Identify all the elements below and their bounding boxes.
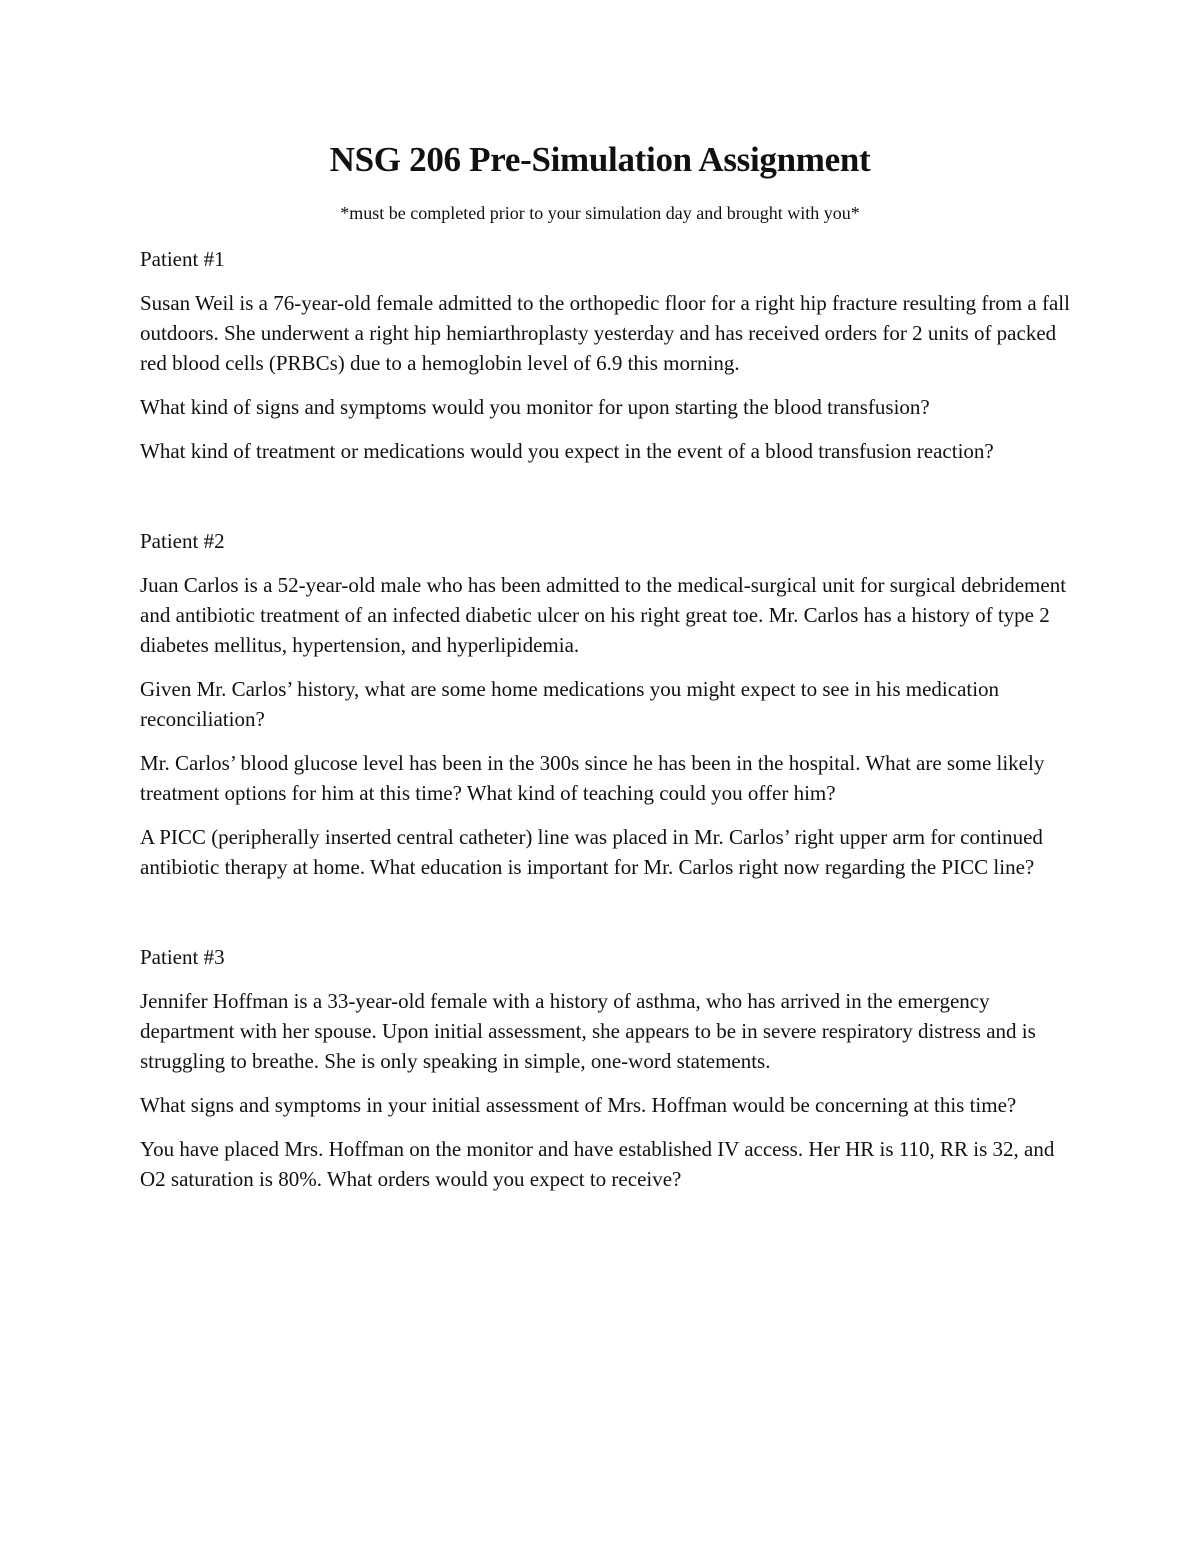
- patient-label: Patient #2: [140, 529, 225, 553]
- patient-scenario: Juan Carlos is a 52-year-old male who has been admitted to the medical-surgical unit for surgical debridement and antibiotic treatment of an infected diabetic ulcer on his right great toe. Mr. Carlos has a history of type 2 diabetes mellitus, hypertension, and hyperlipidemia.: [140, 573, 1067, 657]
- question: A PICC (peripherally inserted central catheter) line was placed in Mr. Carlos’ right upper arm for continued antibiotic therapy at home. What education is important for Mr. Carlos right now regarding the PICC line?: [140, 825, 1043, 879]
- patient-scenario: Susan Weil is a 76-year-old female admitted to the orthopedic floor for a right hip fracture resulting from a fall outdoors. She underwent a right hip hemiarthroplasty yesterday and has received orders for 2 units of packed red blood cells (PRBCs) due to a hemoglobin level of 6.9 this morning.: [140, 291, 1070, 375]
- document-title: NSG 206 Pre-Simulation Assignment: [329, 140, 871, 179]
- patient-section-1: [140, 244, 1075, 466]
- patient-section-2: [140, 526, 1075, 882]
- patient-section-3: [140, 942, 1075, 1194]
- document-body: [140, 244, 1075, 1194]
- question: What kind of treatment or medications would you expect in the event of a blood transfusion reaction?: [140, 439, 994, 463]
- patient-label: Patient #1: [140, 247, 225, 271]
- question: You have placed Mrs. Hoffman on the monitor and have established IV access. Her HR is 110, RR is 32, and O2 saturation is 80%. What orders would you expect to receive?: [140, 1137, 1055, 1191]
- question: Mr. Carlos’ blood glucose level has been in the 300s since he has been in the hospital. What are some likely treatment options for him at this time? What kind of teaching could you offer him?: [140, 751, 1045, 805]
- patient-label: Patient #3: [140, 945, 225, 969]
- question: What kind of signs and symptoms would you monitor for upon starting the blood transfusion?: [140, 395, 930, 419]
- question: Given Mr. Carlos’ history, what are some home medications you might expect to see in his medication reconciliation?: [140, 677, 1000, 731]
- question: What signs and symptoms in your initial assessment of Mrs. Hoffman would be concerning at this time?: [140, 1093, 1017, 1117]
- document-subtitle: *must be completed prior to your simulation day and brought with you*: [340, 203, 860, 223]
- patient-scenario: Jennifer Hoffman is a 33-year-old female with a history of asthma, who has arrived in the emergency department with her spouse. Upon initial assessment, she appears to be in severe respiratory distress and is struggling to breathe. She is only speaking in simple, one-word statements.: [140, 989, 1036, 1073]
